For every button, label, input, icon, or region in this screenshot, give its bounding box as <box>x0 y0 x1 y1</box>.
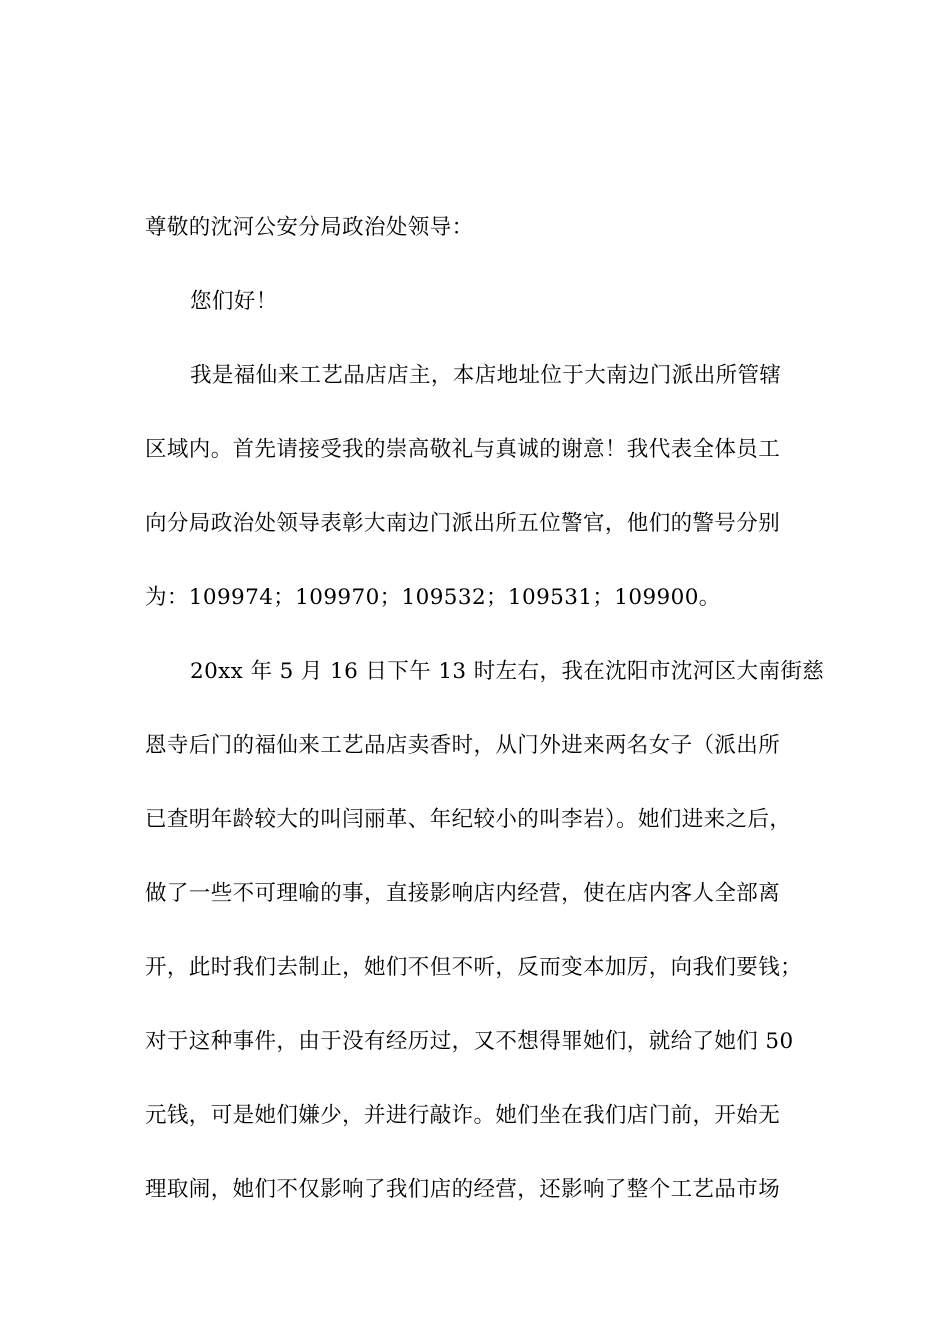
greeting: 您们好！ <box>190 289 278 314</box>
paragraph-line: 恩寺后门的福仙来工艺品店卖香时，从门外进来两名女子（派出所 <box>145 733 781 758</box>
paragraph-line: 元钱，可是她们嫌少，并进行敲诈。她们坐在我们店门前，开始无 <box>145 1103 781 1128</box>
paragraph-line: 为：109974；109970；109532；109531；109900。 <box>145 585 721 610</box>
paragraph-line: 开，此时我们去制止，她们不但不听，反而变本加厉，向我们要钱； <box>145 955 803 980</box>
paragraph-line: 区域内。首先请接受我的崇高敬礼与真诚的谢意！我代表全体员工 <box>145 437 781 462</box>
paragraph-line: 对于这种事件，由于没有经历过，又不想得罪她们，就给了她们 50 <box>145 1029 794 1054</box>
paragraph-line: 20xx 年 5 月 16 日下午 13 时左右，我在沈阳市沈河区大南街慈 <box>190 659 825 684</box>
paragraph-line: 我是福仙来工艺品店店主，本店地址位于大南边门派出所管辖 <box>190 363 782 388</box>
paragraph-line: 做了一些不可理喻的事，直接影响店内经营，使在店内客人全部离 <box>145 881 781 906</box>
paragraph-line: 已查明年龄较大的叫闫丽革、年纪较小的叫李岩）。她们进来之后， <box>145 807 792 832</box>
salutation: 尊敬的沈河公安分局政治处领导： <box>145 215 474 240</box>
paragraph-line: 向分局政治处领导表彰大南边门派出所五位警官，他们的警号分别 <box>145 511 781 536</box>
paragraph-line: 理取闹，她们不仅影响了我们店的经营，还影响了整个工艺品市场 <box>145 1177 781 1202</box>
